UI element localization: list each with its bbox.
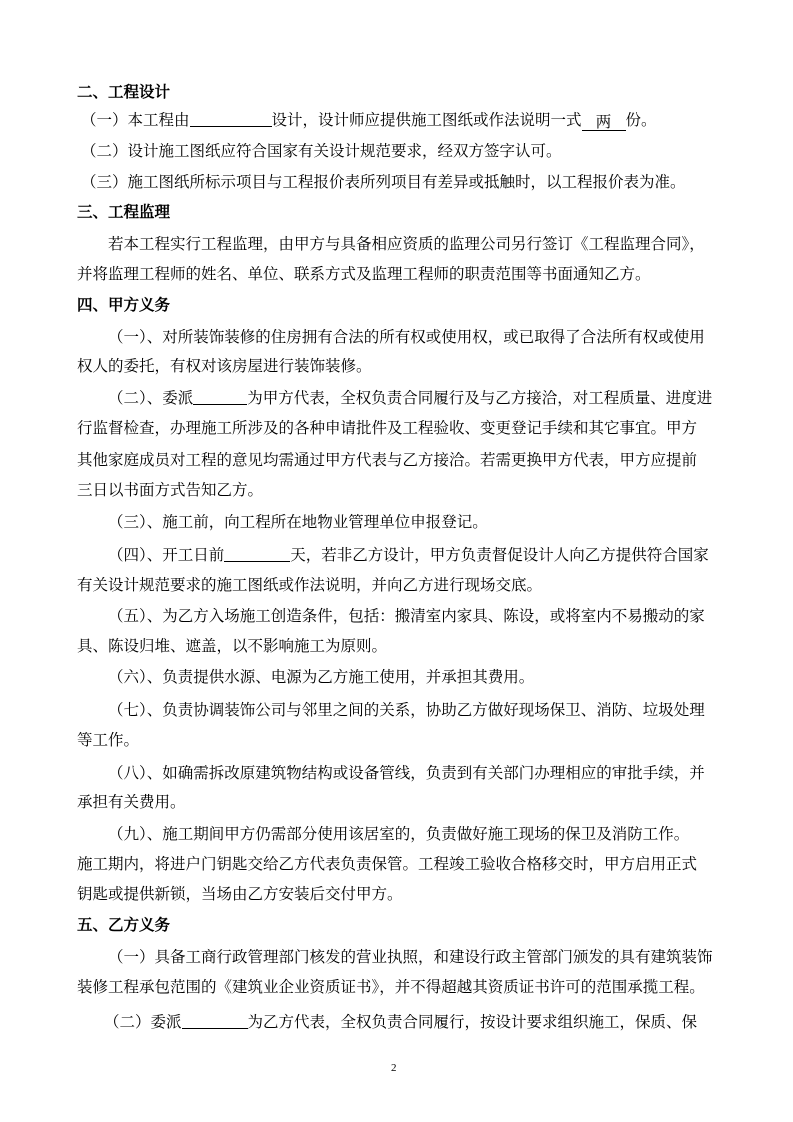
paragraph: 三日以书面方式告知乙方。 [77, 481, 264, 499]
paragraph: （七）、负责协调装饰公司与邻里之间的关系，协助乙方做好现场保卫、消防、垃圾处理 [108, 701, 705, 719]
paragraph [81, 110, 657, 131]
text-fragment: 设计，设计师应提供施工图纸或作法说明一式 [271, 111, 582, 129]
paragraph: 装修工程承包范围的《建筑业企业资质证书》，并不得超越其资质证书许可的范围承揽工程。 [77, 978, 705, 996]
text-fragment: 为乙方代表，全权负责合同履行，按设计要求组织施工，保质、保 [247, 1013, 698, 1031]
text-fragment: （二）、委派 [108, 389, 194, 407]
paragraph: 并将监理工程师的姓名、单位、联系方式及监理工程师的职责范围等书面通知乙方。 [77, 265, 651, 283]
text-fragment: 为甲方代表，全权负责合同履行及与乙方接洽，对工程质量、进度进 [247, 389, 713, 407]
paragraph: （五）、为乙方入场施工创造条件，包括：搬清室内家具、陈设，或将室内不易搬动的家 [108, 607, 705, 625]
paragraph: 钥匙或提供新锁，当场由乙方安装后交付甲方。 [77, 885, 403, 903]
paragraph: 若本工程实行工程监理，由甲方与具备相应资质的监理公司另行签订《工程监理合同》， [108, 235, 705, 253]
section-heading-party-b-obligations: 五、乙方义务 [77, 916, 171, 934]
page-number: 2 [391, 1062, 397, 1074]
paragraph: 行监督检查，办理施工所涉及的各种申请批件及工程验收、变更登记手续和其它事宜。甲方 [77, 419, 698, 437]
paragraph [104, 1012, 697, 1032]
text-fragment: （四）、开工日前 [108, 546, 225, 564]
paragraph: 具、陈设归堆、遮盖，以不影响施工为原则。 [77, 637, 388, 655]
paragraph: （一）具备工商行政管理部门核发的营业执照，和建设行政主管部门颁发的具有建筑装饰 [108, 948, 713, 966]
paragraph: 其他家庭成员对工程的意见均需通过甲方代表与乙方接洽。若需更换甲方代表，甲方应提前 [77, 451, 698, 469]
text-fragment: （一）本工程由 [81, 111, 190, 129]
section-heading-party-a-obligations: 四、甲方义务 [77, 296, 171, 314]
party-a-rep-blank [193, 389, 247, 405]
paragraph: 权人的委托，有权对该房屋进行装饰装修。 [77, 357, 372, 375]
text-fragment: （二）委派 [104, 1013, 182, 1031]
party-b-rep-blank [182, 1013, 248, 1029]
paragraph [108, 545, 709, 565]
paragraph: （九）、施工期间甲方仍需部分使用该居室的，负责做好施工现场的保卫及消防工作。 [108, 825, 690, 843]
paragraph: （八）、如确需拆改原建筑物结构或设备管线，负责到有关部门办理相应的审批手续，并 [108, 764, 705, 782]
paragraph: （二）设计施工图纸应符合国家有关设计规范要求，经双方签字认可。 [81, 142, 562, 160]
paragraph: （六）、负责提供水源、电源为乙方施工使用，并承担其费用。 [108, 668, 535, 686]
copies-blank: 两 [582, 115, 626, 131]
section-heading-design: 二、工程设计 [77, 83, 171, 101]
paragraph: 等工作。 [77, 731, 140, 749]
paragraph [108, 388, 712, 408]
paragraph: （一）、对所装饰装修的住房拥有合法的所有权或使用权，或已取得了合法所有权或使用 [108, 328, 705, 346]
designer-blank [190, 111, 272, 127]
text-fragment: 份。 [625, 111, 657, 129]
paragraph: 有关设计规范要求的施工图纸或作法说明，并向乙方进行现场交底。 [77, 576, 543, 594]
section-heading-supervision: 三、工程监理 [77, 203, 171, 221]
paragraph: 施工期内，将进户门钥匙交给乙方代表负责保管。工程竣工验收合格移交时，甲方启用正式 [77, 855, 698, 873]
paragraph: （三）、施工前，向工程所在地物业管理单位申报登记。 [108, 513, 488, 531]
paragraph: 承担有关费用。 [77, 793, 186, 811]
days-blank [224, 546, 290, 562]
paragraph: （三）施工图纸所标示项目与工程报价表所列项目有差异或抵触时，以工程报价表为准。 [81, 173, 686, 191]
text-fragment: 天，若非乙方设计，甲方负责督促设计人向乙方提供符合国家 [290, 546, 709, 564]
